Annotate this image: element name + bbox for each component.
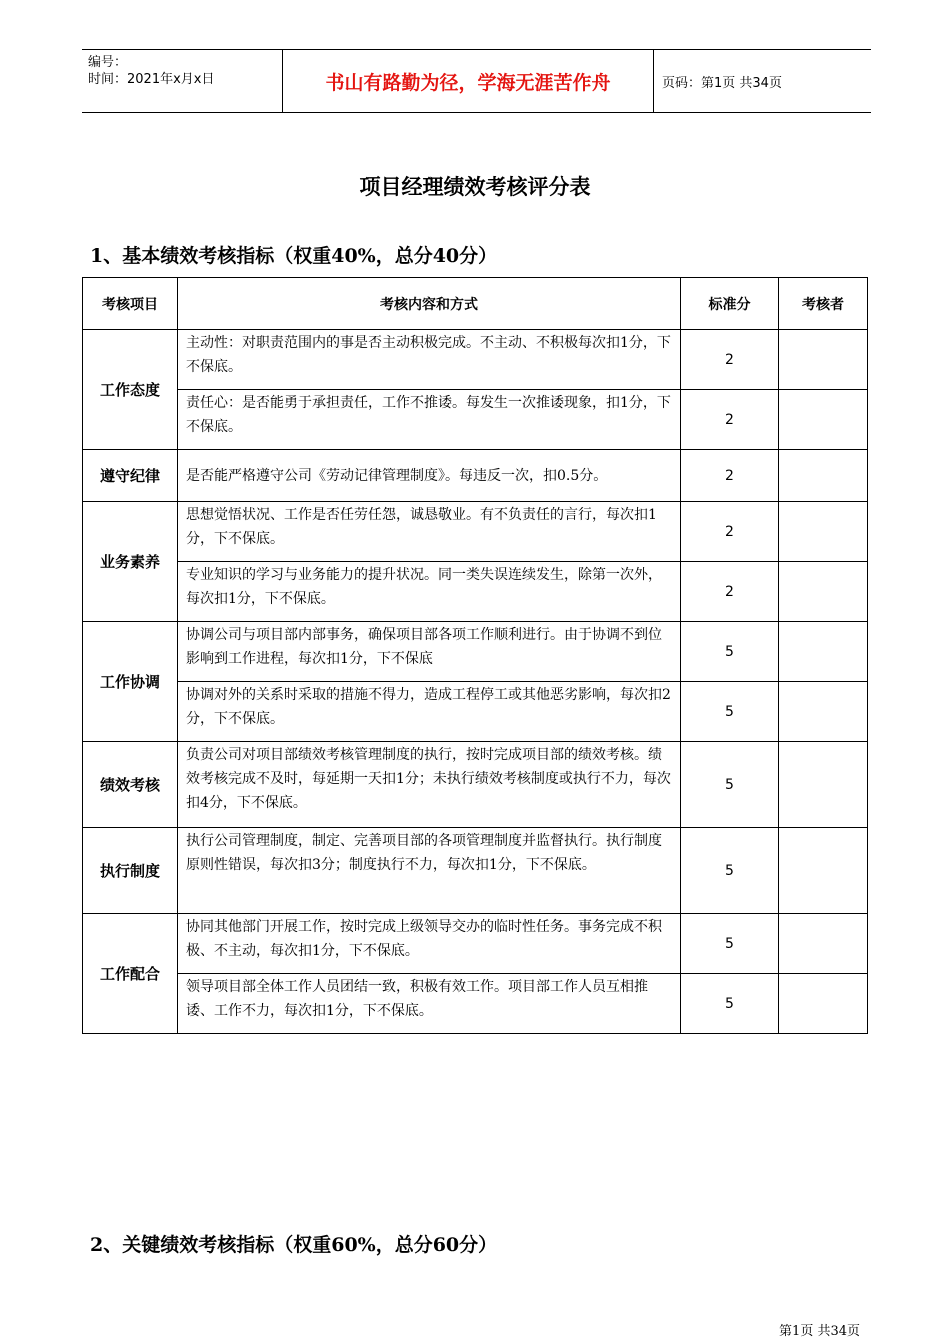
page-footer: 第1页 共34页 [779, 1324, 860, 1339]
table-header-row [83, 278, 868, 330]
document-title: 项目经理绩效考核评分表 [359, 174, 591, 199]
section-1-heading: 1、基本绩效考核指标（权重40%，总分40分） [90, 245, 498, 267]
item-score: 5 [681, 682, 779, 742]
table-row [83, 330, 868, 390]
item-score: 5 [681, 974, 779, 1034]
assessor-cell[interactable] [779, 742, 868, 828]
date-label: 时间：2021年x月x日 [88, 72, 215, 87]
item-content: 执行公司管理制度，制定、完善项目部的各项管理制度并监督执行。执行制度原则性错误，每次扣3分；制度执行不力，每次扣1分，下不保底。 [178, 828, 681, 914]
item-name: 业务素养 [83, 502, 178, 622]
header-page-info: 页码：第1页 共34页 [662, 75, 782, 91]
item-score: 5 [681, 828, 779, 914]
header-content: 考核内容和方式 [178, 278, 681, 330]
number-label: 编号： [88, 55, 128, 70]
item-content: 责任心：是否能勇于承担责任，工作不推诿。每发生一次推诿现象，扣1分，下不保底。 [178, 390, 681, 450]
item-name: 绩效考核 [83, 742, 178, 828]
table-row [83, 682, 868, 742]
item-score: 2 [681, 450, 779, 502]
assessor-cell[interactable] [779, 974, 868, 1034]
table-row [83, 974, 868, 1034]
header-score: 标准分 [681, 278, 779, 330]
item-score: 5 [681, 914, 779, 974]
item-content: 是否能严格遵守公司《劳动记律管理制度》。每违反一次，扣0.5分。 [178, 450, 681, 502]
item-content: 负责公司对项目部绩效考核管理制度的执行，按时完成项目部的绩效考核。绩效考核完成不及时，每延期一天扣1分；未执行绩效考核制度或执行不力，每次扣4分，下不保底。 [178, 742, 681, 828]
item-name: 执行制度 [83, 828, 178, 914]
page-header [82, 49, 871, 113]
table-row [83, 914, 868, 974]
assessor-cell[interactable] [779, 828, 868, 914]
item-score: 2 [681, 330, 779, 390]
table-row [83, 450, 868, 502]
item-score: 5 [681, 622, 779, 682]
item-name: 遵守纪律 [83, 450, 178, 502]
header-item: 考核项目 [83, 278, 178, 330]
item-name: 工作配合 [83, 914, 178, 1034]
item-score: 2 [681, 502, 779, 562]
item-content: 协调公司与项目部内部事务，确保项目部各项工作顺利进行。由于协调不到位影响到工作进程，每次扣1分，下不保底 [178, 622, 681, 682]
item-content: 专业知识的学习与业务能力的提升状况。同一类失误连续发生，除第一次外，每次扣1分，下不保底。 [178, 562, 681, 622]
assessment-table [82, 277, 868, 1034]
assessor-cell[interactable] [779, 390, 868, 450]
assessor-cell[interactable] [779, 682, 868, 742]
item-content: 思想觉悟状况、工作是否任劳任怨，诚恳敬业。有不负责任的言行，每次扣1分，下不保底。 [178, 502, 681, 562]
section-2-heading: 2、关键绩效考核指标（权重60%，总分60分） [90, 1234, 498, 1256]
item-content: 领导项目部全体工作人员团结一致，积极有效工作。项目部工作人员互相推诿、工作不力，每次扣1分，下不保底。 [178, 974, 681, 1034]
header-assessor: 考核者 [779, 278, 868, 330]
header-info [82, 50, 282, 112]
header-motto: 书山有路勤为径，学海无涯苦作舟 [282, 50, 654, 112]
assessor-cell[interactable] [779, 622, 868, 682]
item-content: 协同其他部门开展工作，按时完成上级领导交办的临时性任务。事务完成不积极、不主动，每次扣1分，下不保底。 [178, 914, 681, 974]
table-row [83, 742, 868, 828]
item-name: 工作协调 [83, 622, 178, 742]
table-row [83, 502, 868, 562]
table-row [83, 390, 868, 450]
assessor-cell[interactable] [779, 562, 868, 622]
item-content: 主动性：对职责范围内的事是否主动积极完成。不主动、不积极每次扣1分，下不保底。 [178, 330, 681, 390]
item-content: 协调对外的关系时采取的措施不得力，造成工程停工或其他恶劣影响，每次扣2分，下不保底。 [178, 682, 681, 742]
item-score: 5 [681, 742, 779, 828]
item-score: 2 [681, 390, 779, 450]
assessor-cell[interactable] [779, 330, 868, 390]
assessor-cell[interactable] [779, 914, 868, 974]
item-score: 2 [681, 562, 779, 622]
assessor-cell[interactable] [779, 450, 868, 502]
assessor-cell[interactable] [779, 502, 868, 562]
table-row [83, 828, 868, 914]
table-row [83, 622, 868, 682]
item-name: 工作态度 [83, 330, 178, 450]
table-row [83, 562, 868, 622]
